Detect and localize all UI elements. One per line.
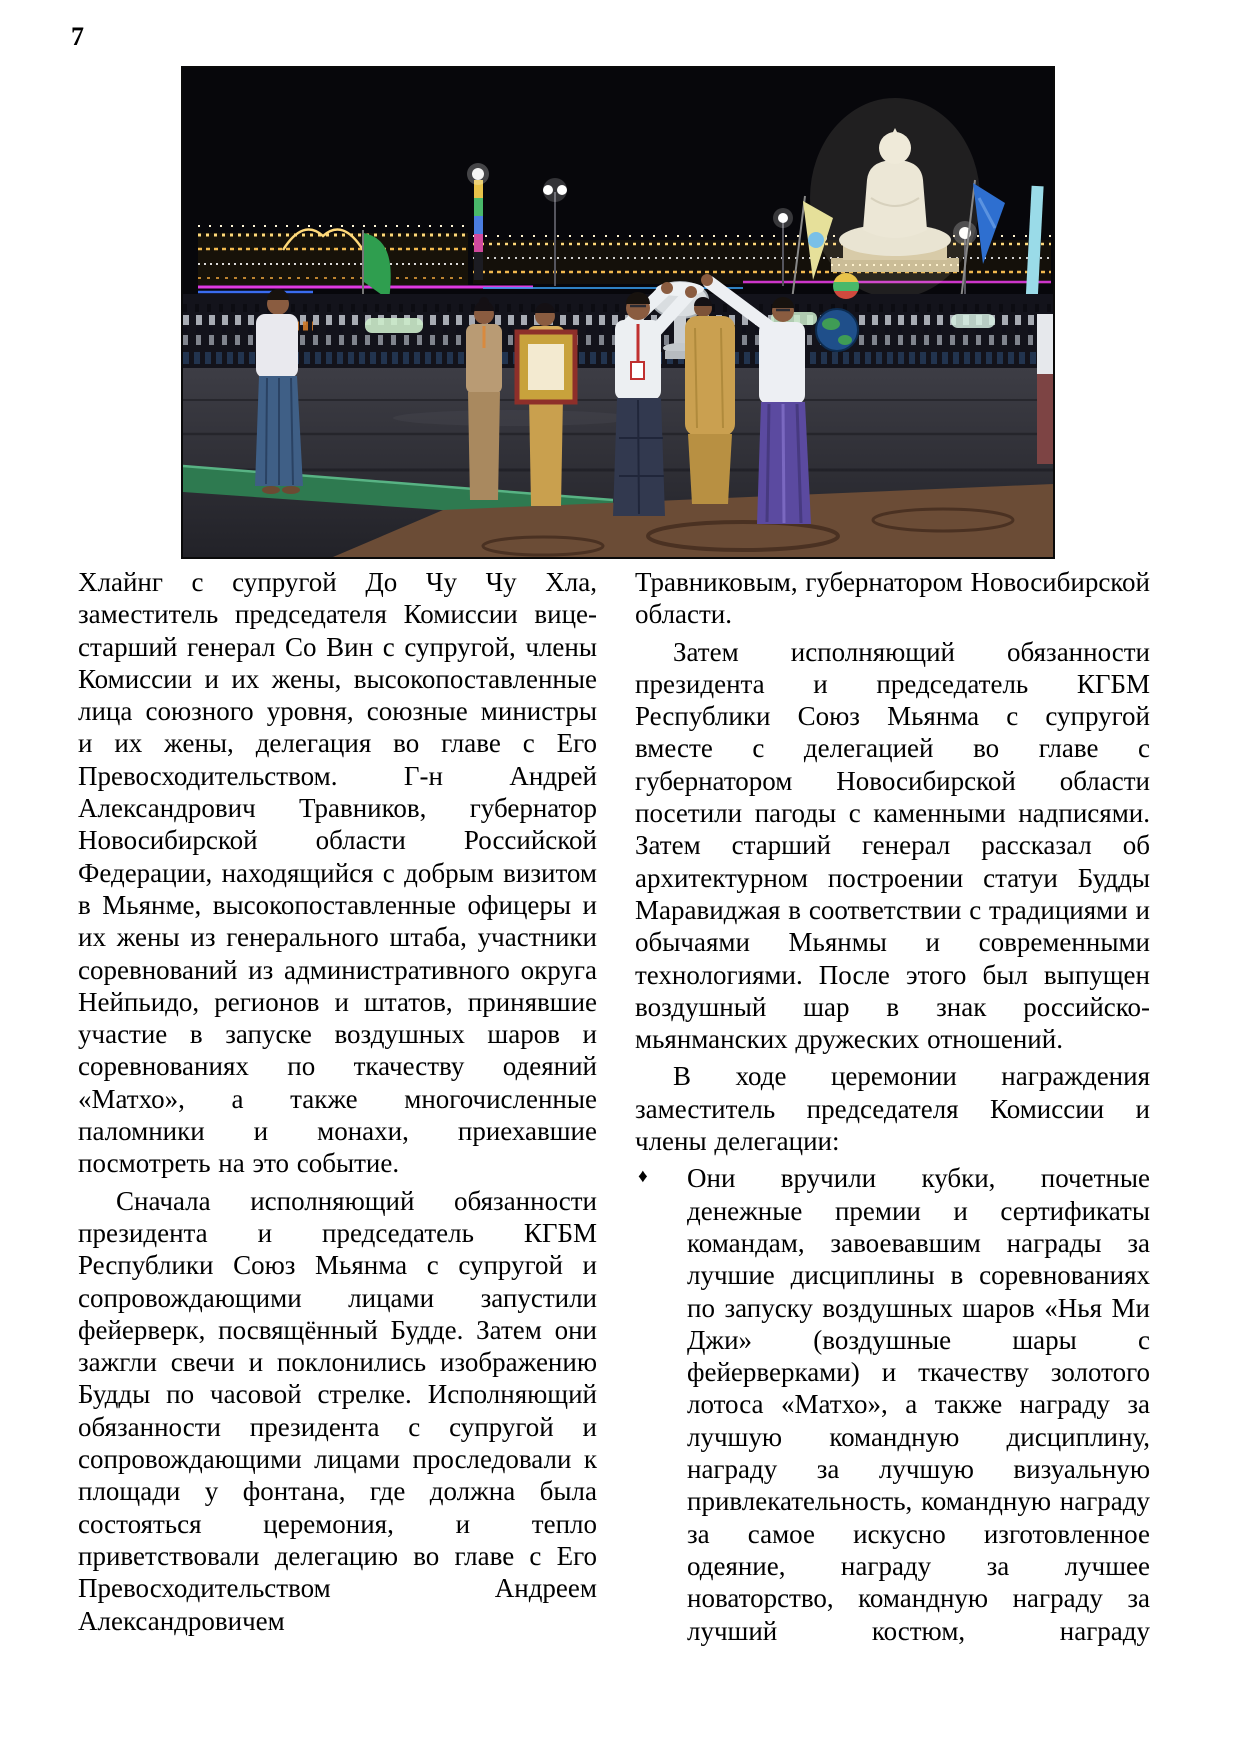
paragraph-right-3: В ходе церемонии награждения заместитель председателя Комиссии и члены делегации:: [635, 1061, 1150, 1157]
paragraph-right-2: Затем исполняющий обязанности президента и председатель КГБМ Республики Союз Мьянма с супругой вместе с делегацией во главе с губернатором Новосибирской области посетили пагоды с каменными надписями. Затем старший генерал рассказал об архитектурном построении статуи Будды Маравиджая в соответствии с традициями и обычаями Мьянмы и современными технологиями. После этого был выпущен воздушный шар в знак российско-мьянманских дружеских отношений.: [635, 636, 1150, 1055]
list-item-text: Они вручили кубки, почетные денежные премии и сертификаты командам, завоевавшим награды за лучшие дисциплины в соревнованиях по запуску воздушных шаров «Нья Ми Джи» (воздушные шары с фейерверками) и ткачеству золотого лотоса «Матхо», а также награду за лучшую командную дисциплину, награду за лучшую визуальную привлекательность, командную награду за самое искусно изготовленное одеяние, награду за лучшее новаторство, командную награду за лучший костюм, награду: [687, 1163, 1150, 1646]
man-striped-longyi-left: [255, 289, 303, 494]
bullet-diamond-icon: ♦: [638, 1166, 648, 1188]
ceremony-photo-illustration: [183, 68, 1053, 557]
globe-decoration: [816, 309, 858, 351]
paragraph-continuation-left: Хлайнг с супругой До Чу Чу Хла, заместитель председателя Комиссии вице-старший генерал Со Вин с супругой, члены Комиссии и их жены, высокопоставленные лица союзного уровня, союзные министры и их жены, делегация во главе с Его Превосходительством. Г-н Андрей Александрович Травников, губернатор Новосибирской области Российской Федерации, находящийся с добрым визитом в Мьянме, высокопоставленные офицеры и их жены из генерального штаба, участники соревнований из административного округа Нейпьидо, регионов и штатов, принявшие участие в запуске воздушных шаров и соревнованиях по ткачеству одеяний «Матхо», а также многочисленные паломники и монахи, приехавшие посмотреть на это событие.: [78, 567, 597, 1179]
page-number: 7: [71, 22, 84, 51]
right-column: [635, 566, 1150, 1647]
partial-figure-right-edge: [1037, 314, 1053, 464]
woman-tan-dress: [466, 297, 502, 500]
buddha-statue: [810, 98, 980, 298]
list-item: [635, 1162, 1150, 1646]
attendant-gold-back: [685, 297, 735, 504]
text-columns: [78, 566, 1150, 1647]
paragraph-left-2: Сначала исполняющий обязанности президента и председатель КГБМ Республики Союз Мьянма с супругой и сопровождающими лицами запустили фейерверк, посвящённый Будде. Затем они зажгли свечи и поклонились изображению Будды по часовой стрелке. Исполняющий обязанности президента с супругой и сопровождающими лицами проследовали к площади у фонтана, где должна была состояться церемония, и тепло приветствовали делегацию во главе с Его Превосходительством Андреем Александровичем: [78, 1185, 597, 1636]
left-column: [78, 566, 597, 1647]
paragraph-continuation-right: Травниковым, губернатором Новосибирской области.: [635, 567, 1150, 630]
ceremony-photo: [183, 68, 1053, 557]
